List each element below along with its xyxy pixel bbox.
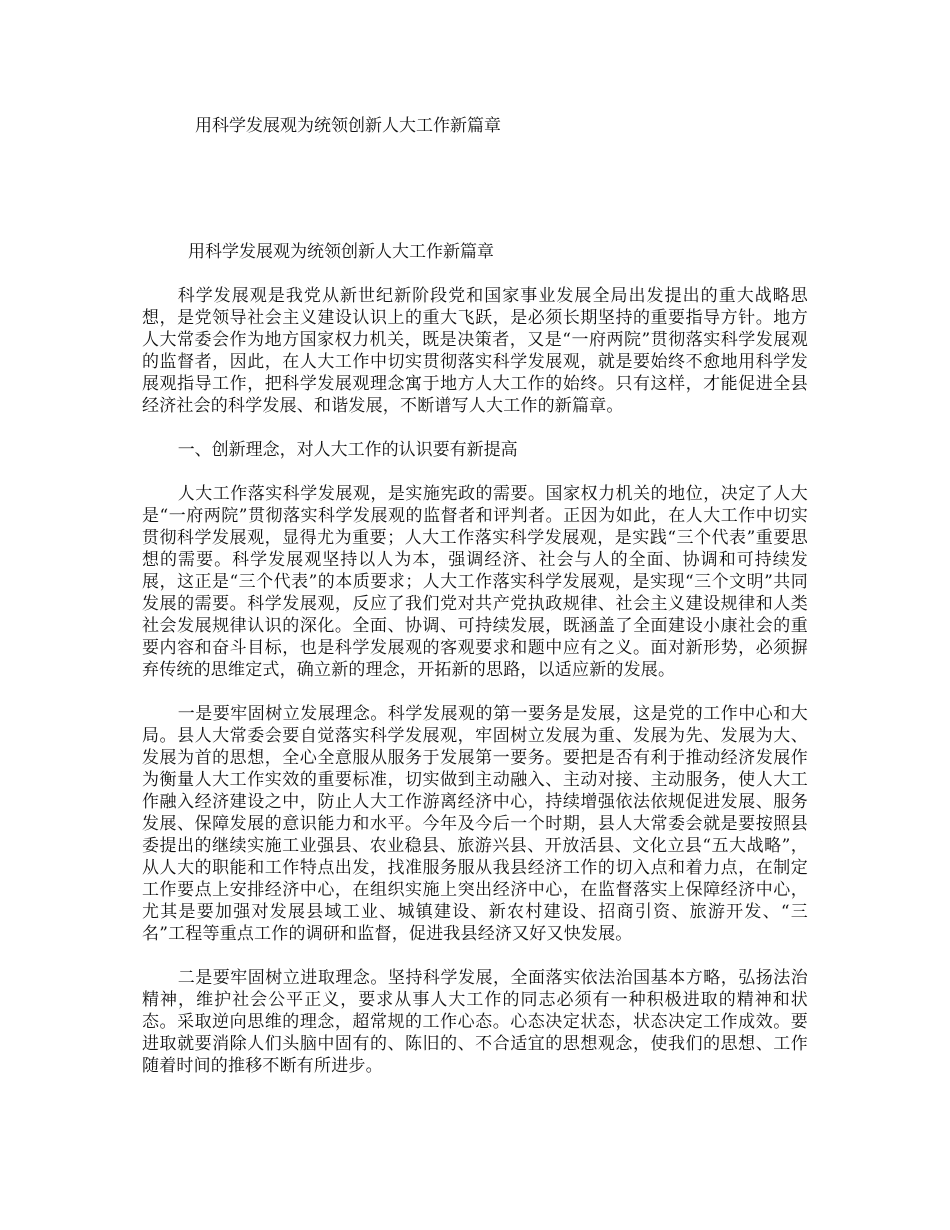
progress-paragraph: 二是要牢固树立进取理念。坚持科学发展，全面落实依法治国基本方略，弘扬法治精神，维护社会公平正义，要求从事人大工作的同志必须有一种积极进取的精神和状态。采取逆向思维的理念，超常规的工作心态。心态决定状态，状态决定工作成效。要进取就要消除人们头脑中固有的、陈旧的、不合适宜的思想观念，使我们的思想、工作随着时间的推移不断有所进步。 [142, 968, 808, 1076]
section-heading: 一、创新理念，对人大工作的认识要有新提高 [177, 440, 518, 460]
development-paragraph: 一是要牢固树立发展理念。科学发展观的第一要务是发展，这是党的工作中心和大局。县人大常委会要自觉落实科学发展观，牢固树立发展为重、发展为先、发展为大、发展为首的思想，全心全意服从服务于发展第一要务。要把是否有利于推动经济发展作为衡量人大工作实效的重要标准，切实做到主动融入、主动对接、主动服务，使人大工作融入经济建设之中，防止人大工作游离经济中心，持续增强依法依规促进发展、服务发展、保障发展的意识能力和水平。今年及今后一个时期，县人大常委会就是要按照县委提出的继续实施工业强县、农业稳县、旅游兴县、开放活县、文化立县“五大战略”，从人大的职能和工作特点出发，找准服务服从我县经济工作的切入点和着力点，在制定工作要点上安排经济中心，在组织实施上突出经济中心，在监督落实上保障经济中心，尤其是要加强对发展县域工业、城镇建设、新农村建设、招商引资、旅游开发、“三名”工程等重点工作的调研和监督，促进我县经济又好又快发展。 [142, 704, 808, 944]
section-paragraph: 人大工作落实科学发展观，是实施宪政的需要。国家权力机关的地位，决定了人大是“一府两院”贯彻落实科学发展观的监督者和评判者。正因为如此，在人大工作中切实贯彻科学发展观，显得尤为重要；人大工作落实科学发展观，是实践“三个代表”重要思想的需要。科学发展观坚持以人为本，强调经济、社会与人的全面、协调和可持续发展，这正是“三个代表”的本质要求；人大工作落实科学发展观，是实现“三个文明”共同发展的需要。科学发展观，反应了我们党对共产党执政规律、社会主义建设规律和人类社会发展规律认识的深化。全面、协调、可持续发展，既涵盖了全面建设小康社会的重要内容和奋斗目标，也是科学发展观的客观要求和题中应有之义。面对新形势，必须摒弃传统的思维定式，确立新的理念，开拓新的思路，以适应新的发展。 [142, 484, 808, 680]
article-title: 用科学发展观为统领创新人大工作新篇章 [188, 242, 494, 262]
document-body [142, 241, 808, 1099]
intro-paragraph: 科学发展观是我党从新世纪新阶段党和国家事业发展全局出发提出的重大战略思想，是党领导社会主义建设认识上的重大飞跃，是必须长期坚持的重要指导方针。地方人大常委会作为地方国家权力机关，既是决策者，又是“一府两院”贯彻落实科学发展观的监督者，因此，在人大工作中切实贯彻落实科学发展观，就是要始终不愈地用科学发展观指导工作，把科学发展观理念寓于地方人大工作的始终。只有这样，才能促进全县经济社会的科学发展、和谐发展，不断谱写人大工作的新篇章。 [142, 286, 808, 416]
document-title: 用科学发展观为统领创新人大工作新篇章 [195, 116, 501, 136]
